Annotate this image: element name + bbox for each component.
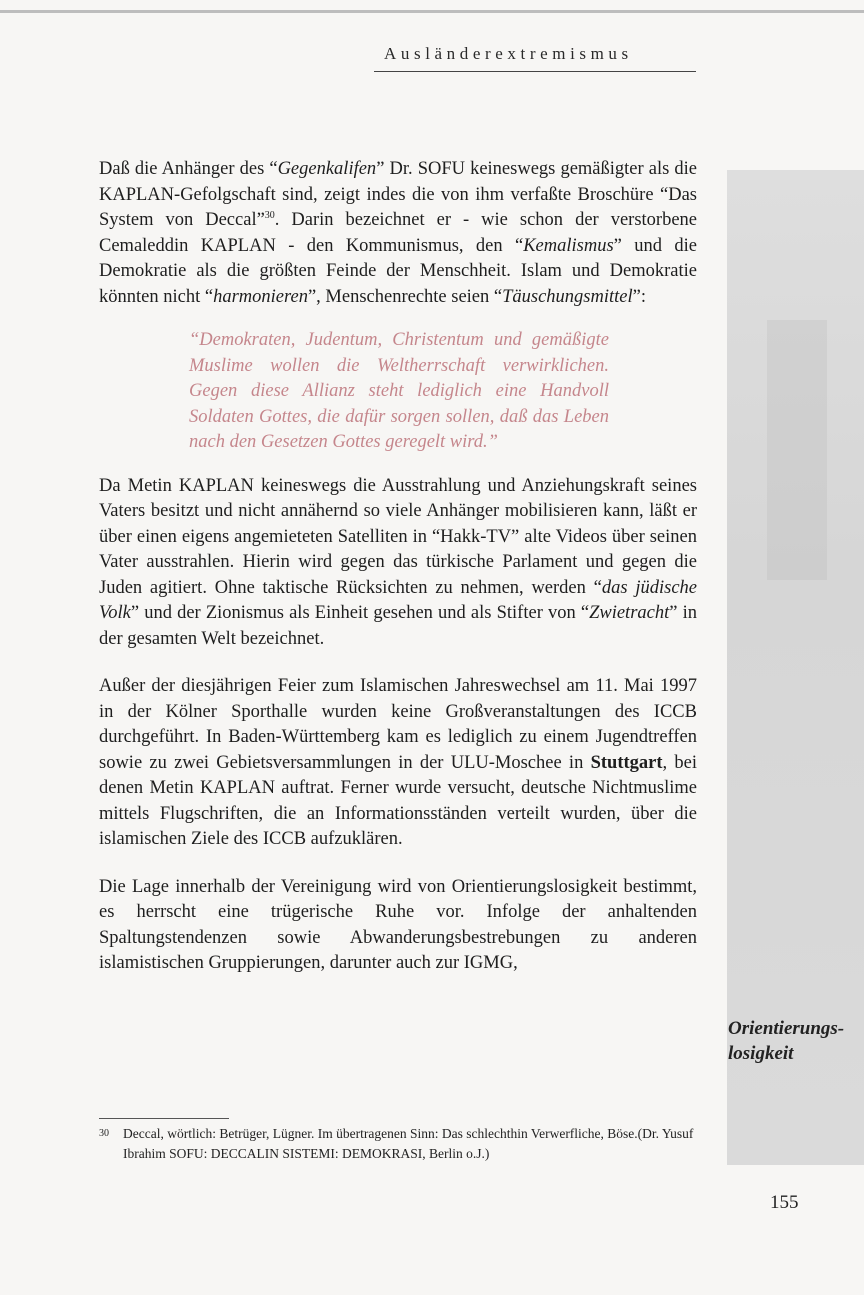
margin-note (728, 1016, 863, 1066)
footnote-ref: 30 (264, 209, 275, 221)
paragraph-2 (99, 474, 697, 653)
paragraph-3 (99, 674, 697, 853)
footnote-text: Deccal, wörtlich: Betrüger, Lügner. Im übertragenen Sinn: Das schlechthin Verwerfliche, Böse.(Dr. Yusuf Ibrahim SOFU: DECCALIN SISTEMI: DEMOKRASI, Berlin o.J.) (123, 1126, 694, 1161)
text-run: , bei denen Metin KAPLAN auftrat. Ferner wurde versucht, deutsche Nichtmuslime mittels Flugschriften, die an Informationsständen verteilt wurden, über die islamischen Ziele des ICCB aufzuklären. (99, 752, 697, 849)
text-run: ” und der Zionismus als Einheit gesehen und als Stifter von “ (130, 603, 590, 623)
top-border-line (0, 10, 864, 13)
italic-term: Kemalismus (523, 235, 614, 256)
text-run: ” und die Demokratie als die größten Feinde der Menschheit. Islam und Demokratie könnten nicht “ (99, 235, 697, 307)
paragraph-gap (99, 853, 697, 875)
text-run: ” in der gesamten Welt bezeichnet. (99, 603, 697, 649)
text-run: Außer der diesjährigen Feier zum Islamischen Jahreswechsel am 11. Mai 1997 in der Kölner Sporthalle wurden keine Großveranstaltungen des ICCB durchgeführt. In Baden-Württemberg kam es lediglich zu einem Jugendtreffen sowie zu zwei Gebietsversammlungen in der ULU-Moschee in (99, 676, 697, 773)
italic-term: harmonieren (213, 286, 308, 307)
block-quote: “Demokraten, Judentum, Christentum und gemäßigte Muslime wollen die Weltherrschaft verwirklichen. Gegen diese Allianz steht lediglich eine Handvoll Soldaten Gottes, die dafür sorgen sollen, daß das Leben nach den Gesetzen Gottes geregelt wird.” (189, 330, 609, 452)
paragraph-gap (99, 652, 697, 674)
text-run: ” Dr. SOFU keineswegs gemäßigter als die KAPLAN-Gefolgschaft sind, zeigt indes die von ihm verfaßte Broschüre “Das System von Deccal” (99, 159, 697, 230)
bold-term: Stuttgart (590, 752, 663, 773)
footnote-rule (99, 1118, 229, 1119)
footnote-number: 30 (99, 1128, 109, 1139)
text-run: . Darin bezeichnet er - wie schon der verstorbene Cemaleddin KAPLAN - den Kommunismus, den “ (99, 210, 697, 256)
italic-term: Täuschungsmittel (502, 286, 633, 307)
text-run: ”, Menschenrechte seien “ (307, 286, 503, 307)
text-run: Daß die Anhänger des “ (99, 159, 278, 179)
text-run: ”: (632, 286, 646, 307)
margin-note-line: losigkeit (728, 1043, 794, 1064)
header-rule (374, 71, 696, 72)
italic-term: das jüdische Volk (99, 577, 697, 623)
paragraph-4: Die Lage innerhalb der Vereinigung wird von Orientierungslosigkeit bestimmt, es herrscht eine trügerische Ruhe vor. Infolge der anhaltenden Spaltungstendenzen sowie Abwanderungsbestrebungen zu anderen islamistischen Gruppierungen, darunter auch zur IGMG, (99, 876, 697, 973)
margin-note-line: Orientierungs- (728, 1018, 845, 1039)
text-run: Da Metin KAPLAN keineswegs die Ausstrahlung und Anziehungskraft seines Vaters besitzt und nicht annähernd so viele Anhänger mobilisieren kann, läßt er über einen eigens angemieteten Satelliten in “Hakk-TV” alte Videos über seinen Vater ausstrahlen. Hierin wird gegen das türkische Parlament und gegen die Juden agitiert. Ohne taktische Rücksichten zu nehmen, werden “ (99, 475, 697, 598)
margin-band-shade (767, 320, 827, 580)
page-number: 155 (770, 1192, 799, 1213)
paragraph-1 (99, 157, 697, 310)
italic-term: Zwietracht (589, 603, 670, 623)
running-header: Ausländerextremismus (384, 44, 633, 63)
footnote (99, 1124, 699, 1164)
body-text (99, 157, 697, 977)
italic-term: Gegenkalifen (277, 159, 377, 179)
